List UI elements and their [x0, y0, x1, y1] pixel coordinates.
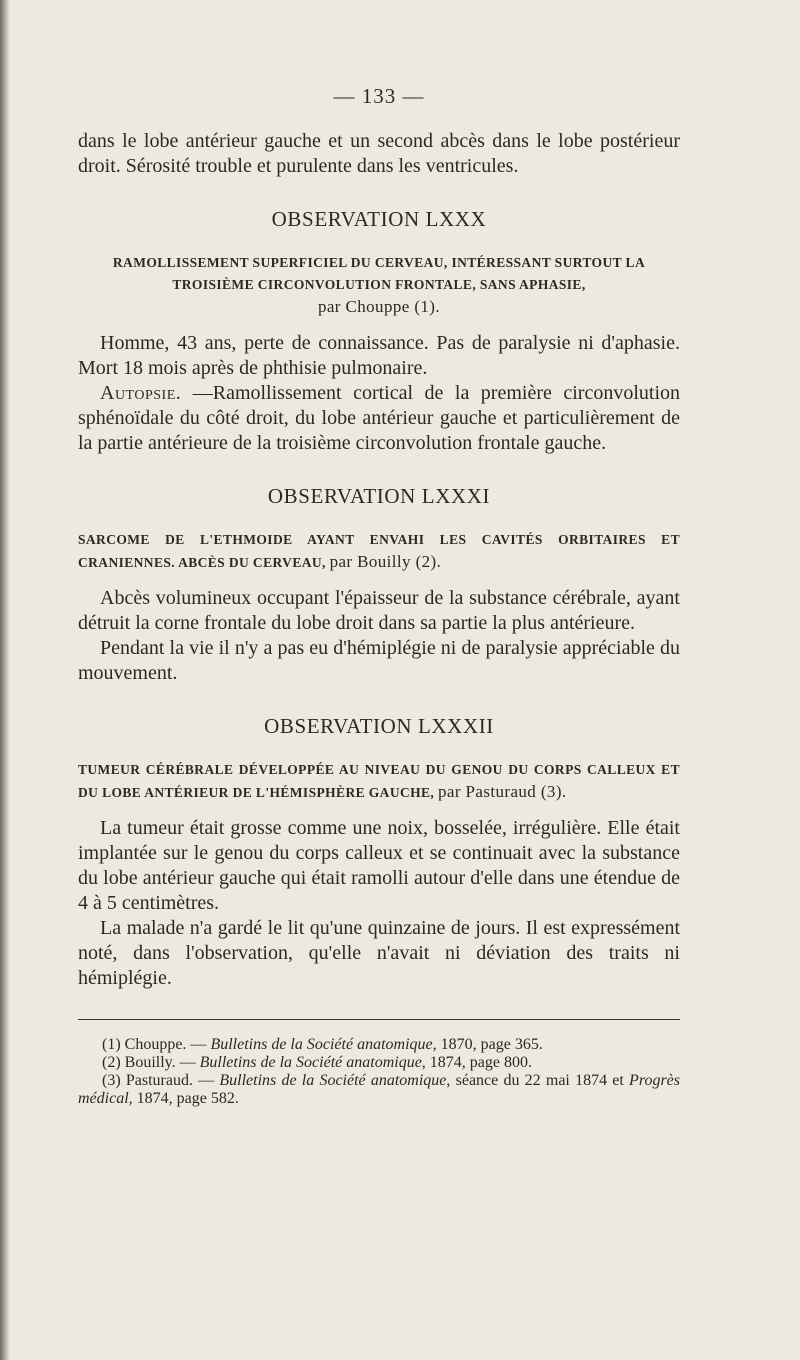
- observation-paragraph: Pendant la vie il n'y a pas eu d'hémiplégie ni de paralysie appréciable du mouvement.: [78, 637, 680, 684]
- footnote-divider: [78, 1019, 680, 1020]
- autopsie-text: —Ramollissement cortical de la première circonvolution sphénoïdale du côté droit, du lobe antérieur gauche et particulièrement de la partie antérieure de la troisième circonvolution frontale gauche.: [78, 382, 680, 454]
- footnote-1: [78, 1036, 680, 1054]
- observation-title: OBSERVATION LXXXI: [267, 484, 491, 508]
- footnote-tail: , séance du 22 mai 1874 et: [446, 1072, 630, 1089]
- footnote-lead: (2) Bouilly. —: [102, 1054, 200, 1071]
- observation-lxxxi: [78, 484, 680, 686]
- page-number: — 133 —: [333, 84, 425, 108]
- observation-paragraph: Homme, 43 ans, perte de connaissance. Pas de paralysie ni d'aphasie. Mort 18 mois après de phthisie pulmonaire.: [78, 332, 680, 379]
- page-binding-edge: [0, 0, 10, 1360]
- footnote-lead: (1) Chouppe. —: [102, 1036, 211, 1053]
- observation-subtitle: [78, 252, 680, 319]
- footnote-3: [78, 1072, 680, 1108]
- observation-subtitle: [78, 529, 680, 574]
- observation-lxxx: [78, 207, 680, 456]
- author-line: par Pasturaud (3).: [438, 782, 567, 801]
- footnote-lead: (3) Pasturaud. —: [102, 1072, 220, 1089]
- footnote-tail-2: , 1874, page 582.: [128, 1090, 239, 1107]
- footnote-tail: , 1874, page 800.: [421, 1054, 532, 1071]
- subtitle-text: RAMOLLISSEMENT SUPERFICIEL DU CERVEAU, INTÉRESSANT SURTOUT LA TROISIÈME CIRCONVOLUTION FRONTALE, SANS APHASIE,: [112, 255, 646, 292]
- observation-title: OBSERVATION LXXXII: [264, 714, 494, 738]
- observation-lxxxii: [78, 714, 680, 991]
- intro-paragraph: dans le lobe antérieur gauche et un second abcès dans le lobe postérieur droit. Sérosité trouble et purulente dans les ventricules.: [78, 130, 680, 177]
- autopsie-paragraph: [78, 381, 680, 456]
- observation-paragraph: La tumeur était grosse comme une noix, bosselée, irrégulière. Elle était implantée sur le genou du corps calleux et se continuait avec la substance du lobe antérieur gauche qui était ramolli autour d'elle dans une étendue de 4 à 5 centimètres.: [78, 817, 680, 914]
- footnote-2: [78, 1054, 680, 1072]
- footnote-title: Bulletins de la Société anatomique: [199, 1054, 422, 1071]
- subtitle-text: SARCOME DE L'ETHMOIDE AYANT ENVAHI LES CAVITÉS ORBITAIRES ET CRANIENNES. ABCÈS DU CERVEAU,: [78, 532, 680, 570]
- observation-title: OBSERVATION LXXX: [271, 207, 487, 231]
- document-page: [78, 84, 680, 1108]
- footnote-title: Bulletins de la Société anatomique: [210, 1036, 433, 1053]
- observation-paragraph: La malade n'a gardé le lit qu'une quinzaine de jours. Il est expressément noté, dans l'observation, qu'elle n'avait ni déviation des traits ni hémiplégie.: [78, 917, 680, 989]
- subtitle-text: TUMEUR CÉRÉBRALE DÉVELOPPÉE AU NIVEAU DU GENOU DU CORPS CALLEUX ET DU LOBE ANTÉRIEUR DE L'HÉMISPHÈRE GAUCHE,: [78, 762, 680, 800]
- autopsie-label: Autopsie.: [100, 382, 182, 404]
- observation-paragraph: Abcès volumineux occupant l'épaisseur de la substance cérébrale, ayant détruit la corne frontale du lobe droit dans sa partie la plus antérieure.: [78, 587, 680, 634]
- author-line: par Bouilly (2).: [329, 552, 442, 571]
- observation-subtitle: [78, 759, 680, 804]
- footnote-title-2: Progrès médical: [78, 1072, 681, 1107]
- footnotes: [78, 1036, 680, 1108]
- author-line: par Chouppe (1).: [317, 297, 441, 316]
- footnote-tail: , 1870, page 365.: [432, 1036, 543, 1053]
- footnote-title: Bulletins de la Société anatomique: [219, 1072, 447, 1089]
